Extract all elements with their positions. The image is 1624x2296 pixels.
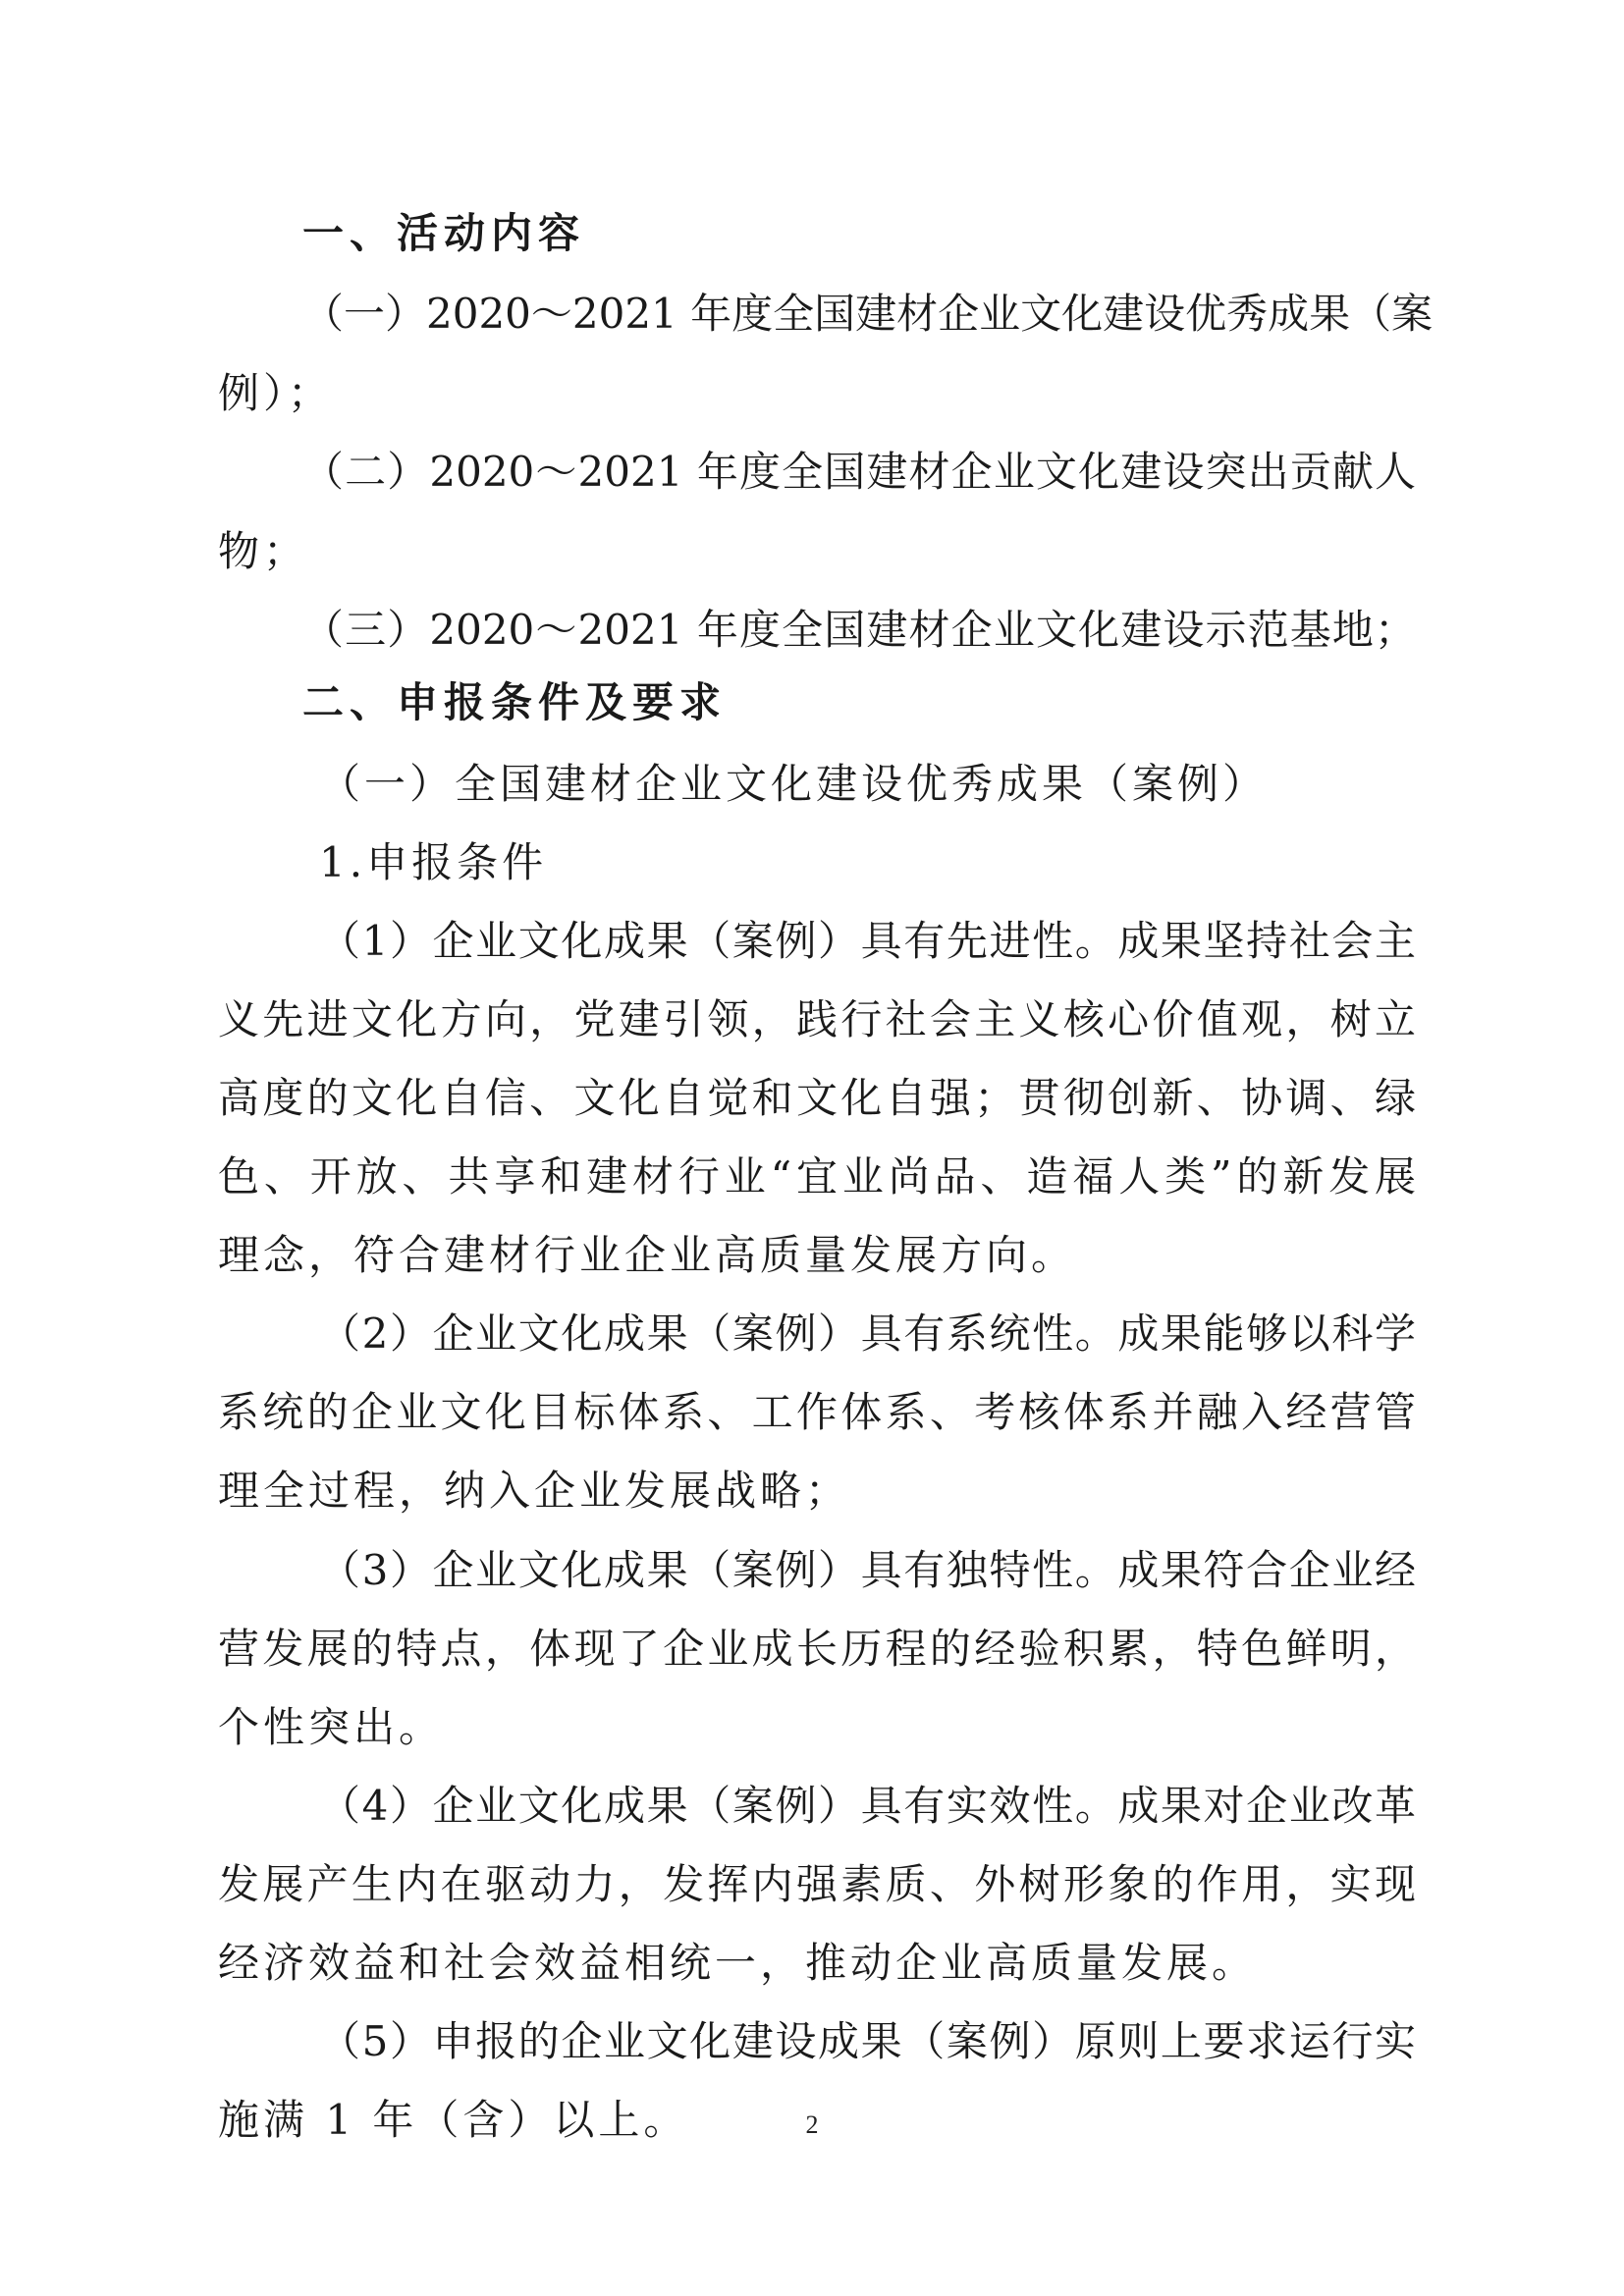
condition-2-line-1: （2）企业文化成果（案例）具有系统性。成果能够以科学 [319, 1309, 1416, 1358]
condition-2-line-2: 系统的企业文化目标体系、工作体系、考核体系并融入经营管 [218, 1388, 1416, 1436]
condition-4-line-2: 发展产生内在驱动力，发挥内强素质、外树形象的作用，实现 [218, 1860, 1416, 1908]
activity-item-1-line-2: 例）； [218, 369, 334, 417]
condition-1-line-2: 义先进文化方向，党建引领，践行社会主义核心价值观，树立 [218, 995, 1416, 1043]
page-number: 2 [805, 2110, 819, 2139]
condition-3-line-2: 营发展的特点，体现了企业成长历程的经验积累，特色鲜明， [218, 1625, 1416, 1673]
condition-3-line-1: （3）企业文化成果（案例）具有独特性。成果符合企业经 [319, 1546, 1416, 1594]
condition-1-line-1: （1）企业文化成果（案例）具有先进性。成果坚持社会主 [319, 917, 1416, 965]
condition-1-line-4: 色、开放、共享和建材行业“宜业尚品、造福人类”的新发展 [218, 1152, 1416, 1201]
activity-item-1-line-1: （一）2020～2021 年度全国建材企业文化建设优秀成果（案 [302, 290, 1434, 338]
condition-4-line-1: （4）企业文化成果（案例）具有实效性。成果对企业改革 [319, 1782, 1416, 1830]
activity-item-3: （三）2020～2021 年度全国建材企业文化建设示范基地； [302, 606, 1416, 654]
section-heading-requirements: 二、申报条件及要求 [302, 678, 728, 726]
section-heading-activity-content: 一、活动内容 [302, 209, 586, 257]
condition-5-line-1: （5）申报的企业文化建设成果（案例）原则上要求运行实 [319, 2017, 1416, 2065]
activity-item-2-line-1: （二）2020～2021 年度全国建材企业文化建设突出贡献人 [302, 448, 1416, 496]
condition-4-line-3: 经济效益和社会效益相统一，推动企业高质量发展。 [218, 1939, 1258, 1987]
condition-3-line-3: 个性突出。 [218, 1703, 445, 1751]
activity-item-2-line-2: 物； [218, 527, 309, 575]
condition-2-line-3: 理全过程，纳入企业发展战略； [218, 1467, 851, 1515]
subsection-heading-excellent-results: （一）全国建材企业文化建设优秀成果（案例） [319, 760, 1269, 808]
condition-5-line-2: 施满 1 年（含）以上。 [218, 2096, 689, 2144]
condition-1-line-3: 高度的文化自信、文化自觉和文化自强；贯彻创新、协调、绿 [218, 1074, 1416, 1122]
condition-1-line-5: 理念，符合建材行业企业高质量发展方向。 [218, 1231, 1077, 1279]
subsection-application-conditions: 1.申报条件 [319, 838, 548, 886]
